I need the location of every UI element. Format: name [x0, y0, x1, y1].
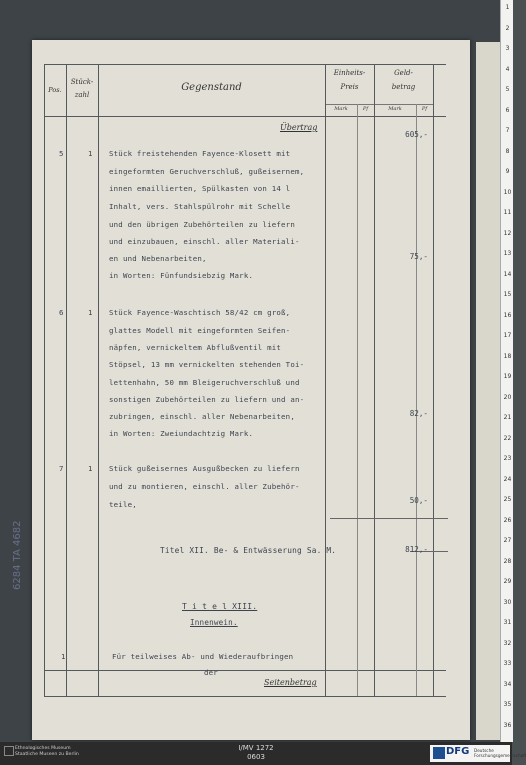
dfg-logo [430, 745, 526, 762]
ruler-tick-label: 17 [503, 332, 512, 339]
item-6-line: sonstigen Zubehörteilen zu liefern und an- [109, 395, 305, 404]
ruler-tick-label: 9 [505, 168, 510, 175]
museum-sub: Staatliche Museen zu Berlin [15, 752, 79, 757]
dfg-mark-icon [433, 747, 445, 759]
item-5-line: in Worten: Fünfundsiebzig Mark. [109, 271, 254, 280]
title-13-subtitle: Innenwein. [190, 618, 238, 627]
archive-number: 6284 TA 4682 [12, 520, 23, 590]
dfg-sub-1: Deutsche [474, 748, 494, 753]
item-7-qty: 1 [88, 464, 93, 473]
ruler-tick-label: 20 [503, 393, 512, 401]
header-gegenstand: Gegenstand [181, 82, 242, 93]
dfg-subtext [474, 748, 526, 758]
item-5-pos: 5 [59, 149, 64, 158]
item-7-pos: 7 [59, 464, 64, 473]
item-5-line: und den übrigen Zubehörteilen zu liefern [109, 220, 295, 229]
header-pf-2: Pf [421, 106, 428, 112]
ruler-tick-label: 11 [503, 209, 512, 216]
item-5-line: Inhalt, vers. Stahlspülrohr mit Schelle [109, 202, 291, 211]
item-6-line: Stück Fayence-Waschtisch 58/42 cm groß, [109, 308, 291, 317]
item-6-line: Stöpsel, 13 mm vernickelten stehenden Toi- [109, 360, 305, 369]
item-5-line: innen emaillierten, Spülkasten von 14 l [109, 184, 291, 193]
item-6-line: in Worten: Zweiundachtzig Mark. [109, 429, 254, 438]
table-bottom-border [44, 696, 446, 697]
item-6-amount: 82,- [409, 409, 428, 418]
last-item-line: Für teilweises Ab- und Wiederaufbringen [112, 652, 294, 661]
museum-name: Ethnologisches Museum [15, 746, 71, 751]
ruler-tick-label: 30 [503, 598, 512, 606]
col-line [325, 64, 326, 696]
ruler-tick-label: 32 [503, 639, 512, 647]
ruler-tick-label: 7 [505, 127, 510, 134]
header-geld-2: betrag [391, 83, 416, 91]
adjacent-page-edge [476, 42, 500, 740]
header-einheit-2: Preis [340, 83, 359, 91]
ruler-tick-label: 15 [503, 291, 512, 298]
ruler-tick-label: 33 [503, 660, 512, 667]
header-pf-1: Pf [362, 106, 369, 112]
ruler-tick-label: 16 [503, 311, 512, 319]
ruler-tick-label: 6 [505, 106, 510, 114]
ruler-tick-label: 13 [503, 250, 512, 257]
ruler-tick-label: 25 [503, 496, 512, 503]
ruler-tick-label: 36 [503, 721, 512, 729]
header-einheit-1: Einheits- [333, 69, 366, 77]
item-7-line: Stück gußeisernes Ausgußbecken zu liefern [109, 464, 300, 473]
last-item-line: der [204, 668, 218, 677]
museum-logo-icon [4, 746, 14, 756]
header-mark-1: Mark [334, 106, 348, 112]
ruler-tick-label: 12 [503, 229, 512, 237]
ruler-tick-label: 19 [503, 373, 512, 380]
item-6-pos: 6 [59, 308, 64, 317]
ruler-tick-label: 18 [503, 352, 512, 360]
item-5-line: Stück freistehenden Fayence-Klosett mit [109, 149, 291, 158]
ruler-tick-label: 27 [503, 537, 512, 544]
ruler-tick-label: 26 [503, 516, 512, 524]
col-line [44, 64, 45, 696]
last-item-qty: 1 [61, 652, 66, 661]
col-line [416, 104, 417, 696]
inventory-number: I/MV 1272 [238, 744, 274, 752]
item-6-line: glattes Modell mit eingeformten Seifen- [109, 326, 291, 335]
col-line [357, 104, 358, 696]
ruler-tick-label: 14 [503, 270, 512, 278]
uebertrag-amount: 605,- [405, 130, 428, 139]
ruler-tick-label: 21 [503, 414, 512, 421]
header-pos: Pos. [48, 86, 62, 94]
total-amount: 812,- [405, 545, 428, 554]
item-6-line: zubringen, einschl. aller Nebenarbeiten, [109, 412, 295, 421]
sum-rule [330, 518, 448, 519]
col-line [98, 64, 99, 696]
ruler-tick-label: 4 [505, 65, 510, 73]
footer-top-border [44, 670, 446, 671]
item-5-line: eingeformten Geruchverschluß, gußeisernem, [109, 167, 305, 176]
header-geld-1: Geld- [394, 69, 413, 77]
item-7-amount: 50,- [409, 496, 428, 505]
ruler-tick-label: 2 [505, 24, 510, 32]
ruler-tick-label: 8 [505, 147, 510, 155]
ruler-tick-label: 5 [505, 86, 510, 93]
dfg-sub-2: Forschungsgemeinschaft [474, 753, 526, 758]
document-page [32, 40, 470, 740]
ruler-tick-label: 35 [503, 701, 512, 708]
archive-footer [0, 742, 526, 765]
total-label: Titel XII. Be- & Entwässerung Sa. M. [160, 546, 337, 555]
item-5-qty: 1 [88, 149, 93, 158]
dfg-text: DFG [446, 746, 470, 757]
col-line [374, 64, 375, 696]
title-13: T i t e l XIII. [182, 602, 258, 611]
table-top-border [44, 64, 446, 65]
ruler-tick-label: 22 [503, 434, 512, 442]
seitenbetrag-label: Seitenbetrag [264, 678, 317, 687]
col-line [433, 64, 434, 696]
item-5-amount: 75,- [409, 252, 428, 261]
measurement-ruler [500, 0, 513, 742]
header-stueck-2: zahl [74, 91, 90, 99]
item-7-line: und zu montieren, einschl. aller Zubehör- [109, 482, 300, 491]
col-line [66, 64, 67, 696]
ruler-tick-label: 29 [503, 578, 512, 585]
item-6-line: näpfen, vernickeltem Abflußventil mit [109, 343, 282, 352]
ruler-tick-label: 28 [503, 557, 512, 565]
ruler-tick-label: 23 [503, 455, 512, 462]
item-6-qty: 1 [88, 308, 93, 317]
item-7-line: teile, [109, 500, 137, 509]
inventory-id [226, 744, 286, 762]
uebertrag-label: Übertrag [280, 123, 318, 132]
ruler-tick-label: 10 [503, 188, 512, 196]
ruler-tick-label: 34 [503, 680, 512, 688]
ruler-tick-label: 3 [505, 45, 510, 52]
item-5-line: und einzubauen, einschl. aller Materiali- [109, 237, 300, 246]
header-mark-2: Mark [388, 106, 402, 112]
ruler-tick-label: 24 [503, 475, 512, 483]
item-5-line: en und Nebenarbeiten, [109, 254, 207, 263]
page-number: 0603 [247, 753, 265, 761]
ruler-tick-label: 1 [505, 4, 510, 11]
header-bottom-border [44, 116, 446, 117]
item-6-line: lettenhahn, 50 mm Bleigeruchverschluß und [109, 378, 300, 387]
header-stueck-1: Stück- [70, 78, 94, 86]
ruler-tick-label: 31 [503, 619, 512, 626]
